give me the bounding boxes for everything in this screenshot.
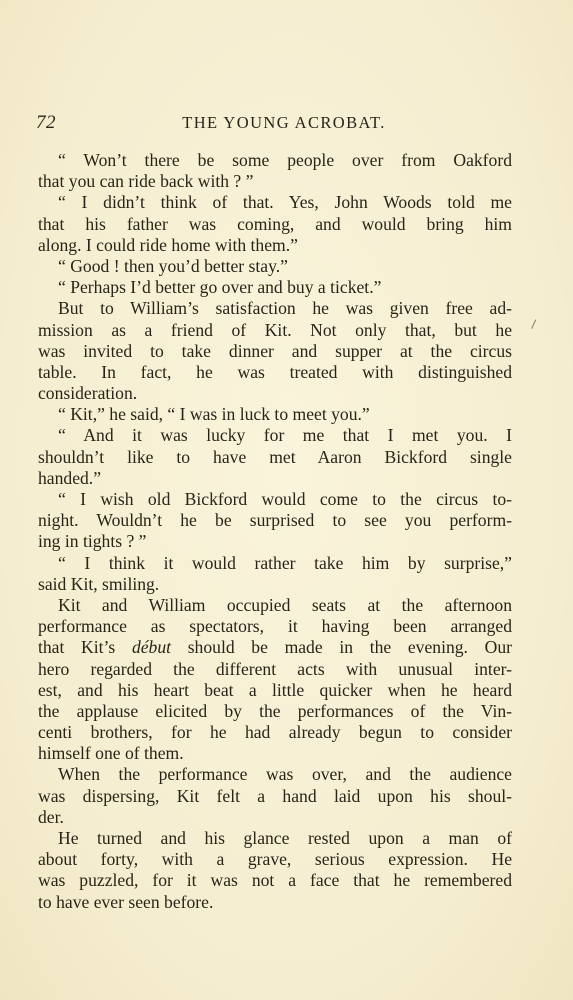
italic-word: début [131,637,172,658]
running-title: THE YOUNG ACROBAT. [182,113,386,132]
text-line: “ I didn’t think of that. Yes, John Woods told me [58,192,512,213]
text-line: When the performance was over, and the audience [58,764,512,785]
text-line: Kit and William occupied seats at the afternoon [58,594,512,615]
text-line: “ Won’t there be some people over from Oakford [58,150,512,170]
text-line: He turned and his glance rested upon a man of [58,828,512,848]
text-line: “ I wish old Bickford would come to the circus to- [58,489,512,509]
text-line: centi brothers, for he had already begun to consider [38,722,512,743]
text-line: “ I think it would rather take him by surprise,” [58,552,512,573]
text-line: the applause elicited by the performances of the Vin- [38,700,512,721]
text-line: night. Wouldn’t he be surprised to see you perform- [38,510,512,531]
text-line: But to William’s satisfaction he was given free ad- [58,298,512,319]
text-line: that his father was coming, and would bring him [38,213,512,234]
text-line: that Kit’s début should be made in the evening. Our [38,637,512,658]
text-line: about forty, with a grave, serious expression. He [38,849,512,870]
text-line: to have ever seen before. [38,891,214,912]
running-head [36,112,516,136]
text-line: table. In fact, he was treated with distinguished [38,361,512,382]
text-line: was invited to take dinner and supper at the circus [38,340,512,361]
text-line: est, and his heart beat a little quicker when he heard [38,679,512,700]
text-line: “ Perhaps I’d better go over and buy a ticket.” [58,277,382,298]
text-line: “ And it was lucky for me that I met you. I [58,425,512,446]
text-line: der. [38,806,64,827]
text-line: “ Good ! then you’d better stay.” [58,255,288,276]
text-line: performance as spectators, it having been arranged [38,616,512,637]
text-line: handed.” [38,467,102,488]
text-line: said Kit, smiling. [38,573,160,594]
text-line: shouldn’t like to have met Aaron Bickford single [38,446,512,467]
text-line: “ Kit,” he said, “ I was in luck to meet you.” [58,404,370,425]
text-line: along. I could ride home with them.” [38,234,298,255]
text-line: ing in tights ? ” [38,531,147,552]
text-line: hero regarded the different acts with unusual inter- [38,658,512,679]
page-number: 72 [36,112,56,133]
text-line: consideration. [38,383,138,404]
text-line: that you can ride back with ? ” [38,171,254,192]
margin-mark [531,319,540,330]
text-line: himself one of them. [38,743,184,764]
body-text [38,150,512,913]
text-line: mission as a friend of Kit. Not only that, but he [38,319,512,340]
text-line: was dispersing, Kit felt a hand laid upon his shoul- [38,785,512,806]
text-line: was puzzled, for it was not a face that he remembered [38,870,512,891]
